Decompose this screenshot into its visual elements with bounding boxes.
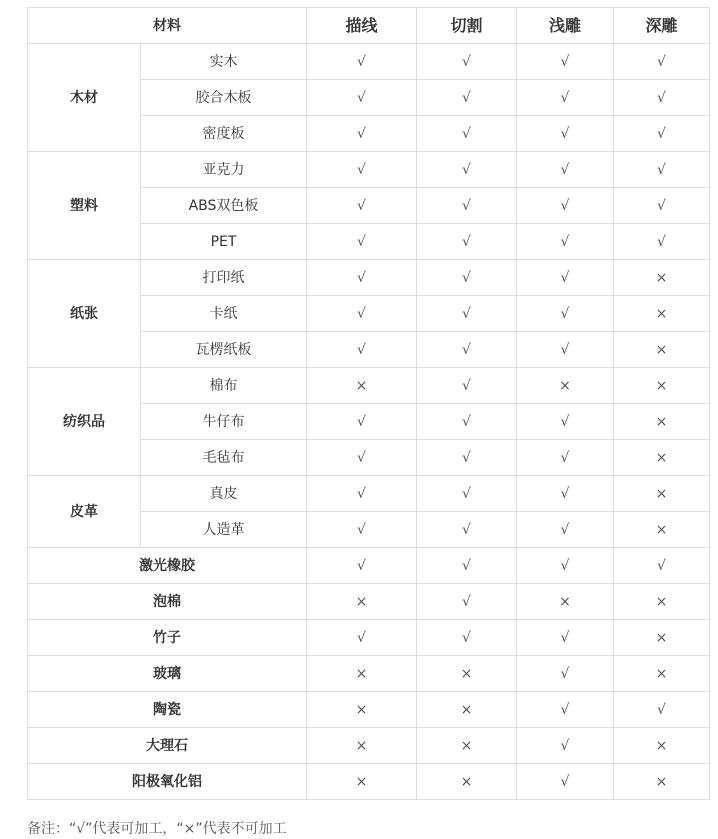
mark-cell: √ (614, 152, 710, 188)
table-row (28, 152, 710, 188)
mark-cell: × (614, 368, 710, 404)
mark-cell: √ (417, 224, 517, 260)
mark-cell: √ (307, 620, 417, 656)
mark-cell: × (307, 368, 417, 404)
mark-cell: × (307, 728, 417, 764)
mark-cell: √ (417, 404, 517, 440)
mark-cell: × (417, 764, 517, 800)
mark-cell: √ (517, 80, 614, 116)
mark-cell: √ (417, 260, 517, 296)
mark-cell: √ (614, 188, 710, 224)
mark-cell: √ (307, 260, 417, 296)
mark-cell: × (614, 404, 710, 440)
material-name-cell: 玻璃 (28, 656, 307, 692)
mark-cell: √ (517, 440, 614, 476)
mark-cell: √ (517, 692, 614, 728)
mark-cell: × (517, 584, 614, 620)
mark-cell: × (614, 584, 710, 620)
header-outline: 描线 (307, 8, 417, 44)
header-material: 材料 (28, 8, 307, 44)
material-name-cell: 陶瓷 (28, 692, 307, 728)
mark-cell: √ (517, 728, 614, 764)
mark-cell: × (614, 728, 710, 764)
mark-cell: √ (614, 692, 710, 728)
mark-cell: √ (517, 116, 614, 152)
table-row (28, 368, 710, 404)
material-name-cell: 真皮 (141, 476, 307, 512)
mark-cell: × (614, 620, 710, 656)
material-name-cell: 密度板 (141, 116, 307, 152)
mark-cell: × (614, 512, 710, 548)
mark-cell: × (417, 692, 517, 728)
mark-cell: × (417, 728, 517, 764)
mark-cell: √ (417, 332, 517, 368)
mark-cell: √ (614, 80, 710, 116)
header-shallow-engrave: 浅雕 (517, 8, 614, 44)
material-name-cell: 实木 (141, 44, 307, 80)
mark-cell: √ (417, 80, 517, 116)
material-name-cell: 亚克力 (141, 152, 307, 188)
header-cut: 切割 (417, 8, 517, 44)
mark-cell: √ (307, 44, 417, 80)
mark-cell: √ (307, 548, 417, 584)
mark-cell: √ (307, 116, 417, 152)
mark-cell: √ (307, 80, 417, 116)
mark-cell: √ (517, 152, 614, 188)
mark-cell: × (614, 332, 710, 368)
material-name-cell: 泡棉 (28, 584, 307, 620)
mark-cell: √ (417, 476, 517, 512)
mark-cell: √ (417, 512, 517, 548)
mark-cell: × (417, 656, 517, 692)
materials-table (27, 7, 710, 800)
mark-cell: × (307, 692, 417, 728)
mark-cell: × (614, 656, 710, 692)
mark-cell: √ (417, 188, 517, 224)
material-name-cell: 人造革 (141, 512, 307, 548)
material-name-cell: 激光橡胶 (28, 548, 307, 584)
table-row (28, 764, 710, 800)
mark-cell: × (614, 476, 710, 512)
mark-cell: × (307, 656, 417, 692)
table-row (28, 584, 710, 620)
mark-cell: √ (517, 44, 614, 80)
mark-cell: √ (517, 260, 614, 296)
material-name-cell: PET (141, 224, 307, 260)
mark-cell: √ (307, 512, 417, 548)
mark-cell: √ (417, 584, 517, 620)
mark-cell: √ (517, 476, 614, 512)
table-row (28, 728, 710, 764)
mark-cell: √ (517, 620, 614, 656)
mark-cell: × (517, 368, 614, 404)
table-row (28, 476, 710, 512)
mark-cell: √ (307, 404, 417, 440)
mark-cell: √ (307, 152, 417, 188)
mark-cell: √ (517, 764, 614, 800)
mark-cell: × (614, 764, 710, 800)
table-row (28, 692, 710, 728)
table-row (28, 656, 710, 692)
category-cell: 木材 (28, 44, 141, 152)
material-name-cell: 毛毡布 (141, 440, 307, 476)
table-row (28, 44, 710, 80)
mark-cell: √ (307, 440, 417, 476)
material-name-cell: 瓦楞纸板 (141, 332, 307, 368)
mark-cell: √ (417, 116, 517, 152)
category-cell: 皮革 (28, 476, 141, 548)
mark-cell: √ (417, 620, 517, 656)
mark-cell: √ (307, 224, 417, 260)
mark-cell: √ (614, 224, 710, 260)
mark-cell: √ (614, 44, 710, 80)
category-cell: 塑料 (28, 152, 141, 260)
mark-cell: √ (517, 404, 614, 440)
mark-cell: √ (517, 332, 614, 368)
mark-cell: √ (417, 440, 517, 476)
material-name-cell: 打印纸 (141, 260, 307, 296)
mark-cell: √ (517, 656, 614, 692)
mark-cell: × (614, 440, 710, 476)
mark-cell: × (307, 584, 417, 620)
material-name-cell: ABS双色板 (141, 188, 307, 224)
mark-cell: √ (517, 548, 614, 584)
mark-cell: √ (417, 296, 517, 332)
mark-cell: × (614, 260, 710, 296)
header-deep-engrave: 深雕 (614, 8, 710, 44)
mark-cell: × (307, 764, 417, 800)
mark-cell: √ (307, 296, 417, 332)
table-row (28, 620, 710, 656)
mark-cell: √ (614, 116, 710, 152)
material-name-cell: 卡纸 (141, 296, 307, 332)
table-body (28, 44, 710, 800)
material-name-cell: 胶合木板 (141, 80, 307, 116)
category-cell: 纺织品 (28, 368, 141, 476)
mark-cell: √ (517, 224, 614, 260)
mark-cell: × (614, 296, 710, 332)
mark-cell: √ (307, 188, 417, 224)
material-name-cell: 竹子 (28, 620, 307, 656)
mark-cell: √ (517, 188, 614, 224)
mark-cell: √ (417, 44, 517, 80)
category-cell: 纸张 (28, 260, 141, 368)
material-name-cell: 牛仔布 (141, 404, 307, 440)
table-row (28, 260, 710, 296)
material-name-cell: 大理石 (28, 728, 307, 764)
mark-cell: √ (417, 152, 517, 188)
material-name-cell: 阳极氧化铝 (28, 764, 307, 800)
mark-cell: √ (307, 332, 417, 368)
mark-cell: √ (517, 512, 614, 548)
mark-cell: √ (307, 476, 417, 512)
material-name-cell: 棉布 (141, 368, 307, 404)
mark-cell: √ (417, 548, 517, 584)
mark-cell: √ (417, 368, 517, 404)
header-row (28, 8, 710, 44)
mark-cell: √ (614, 548, 710, 584)
mark-cell: √ (517, 296, 614, 332)
table-row (28, 548, 710, 584)
footnote: 备注：“√”代表可加工，“×”代表不可加工 (27, 821, 287, 837)
